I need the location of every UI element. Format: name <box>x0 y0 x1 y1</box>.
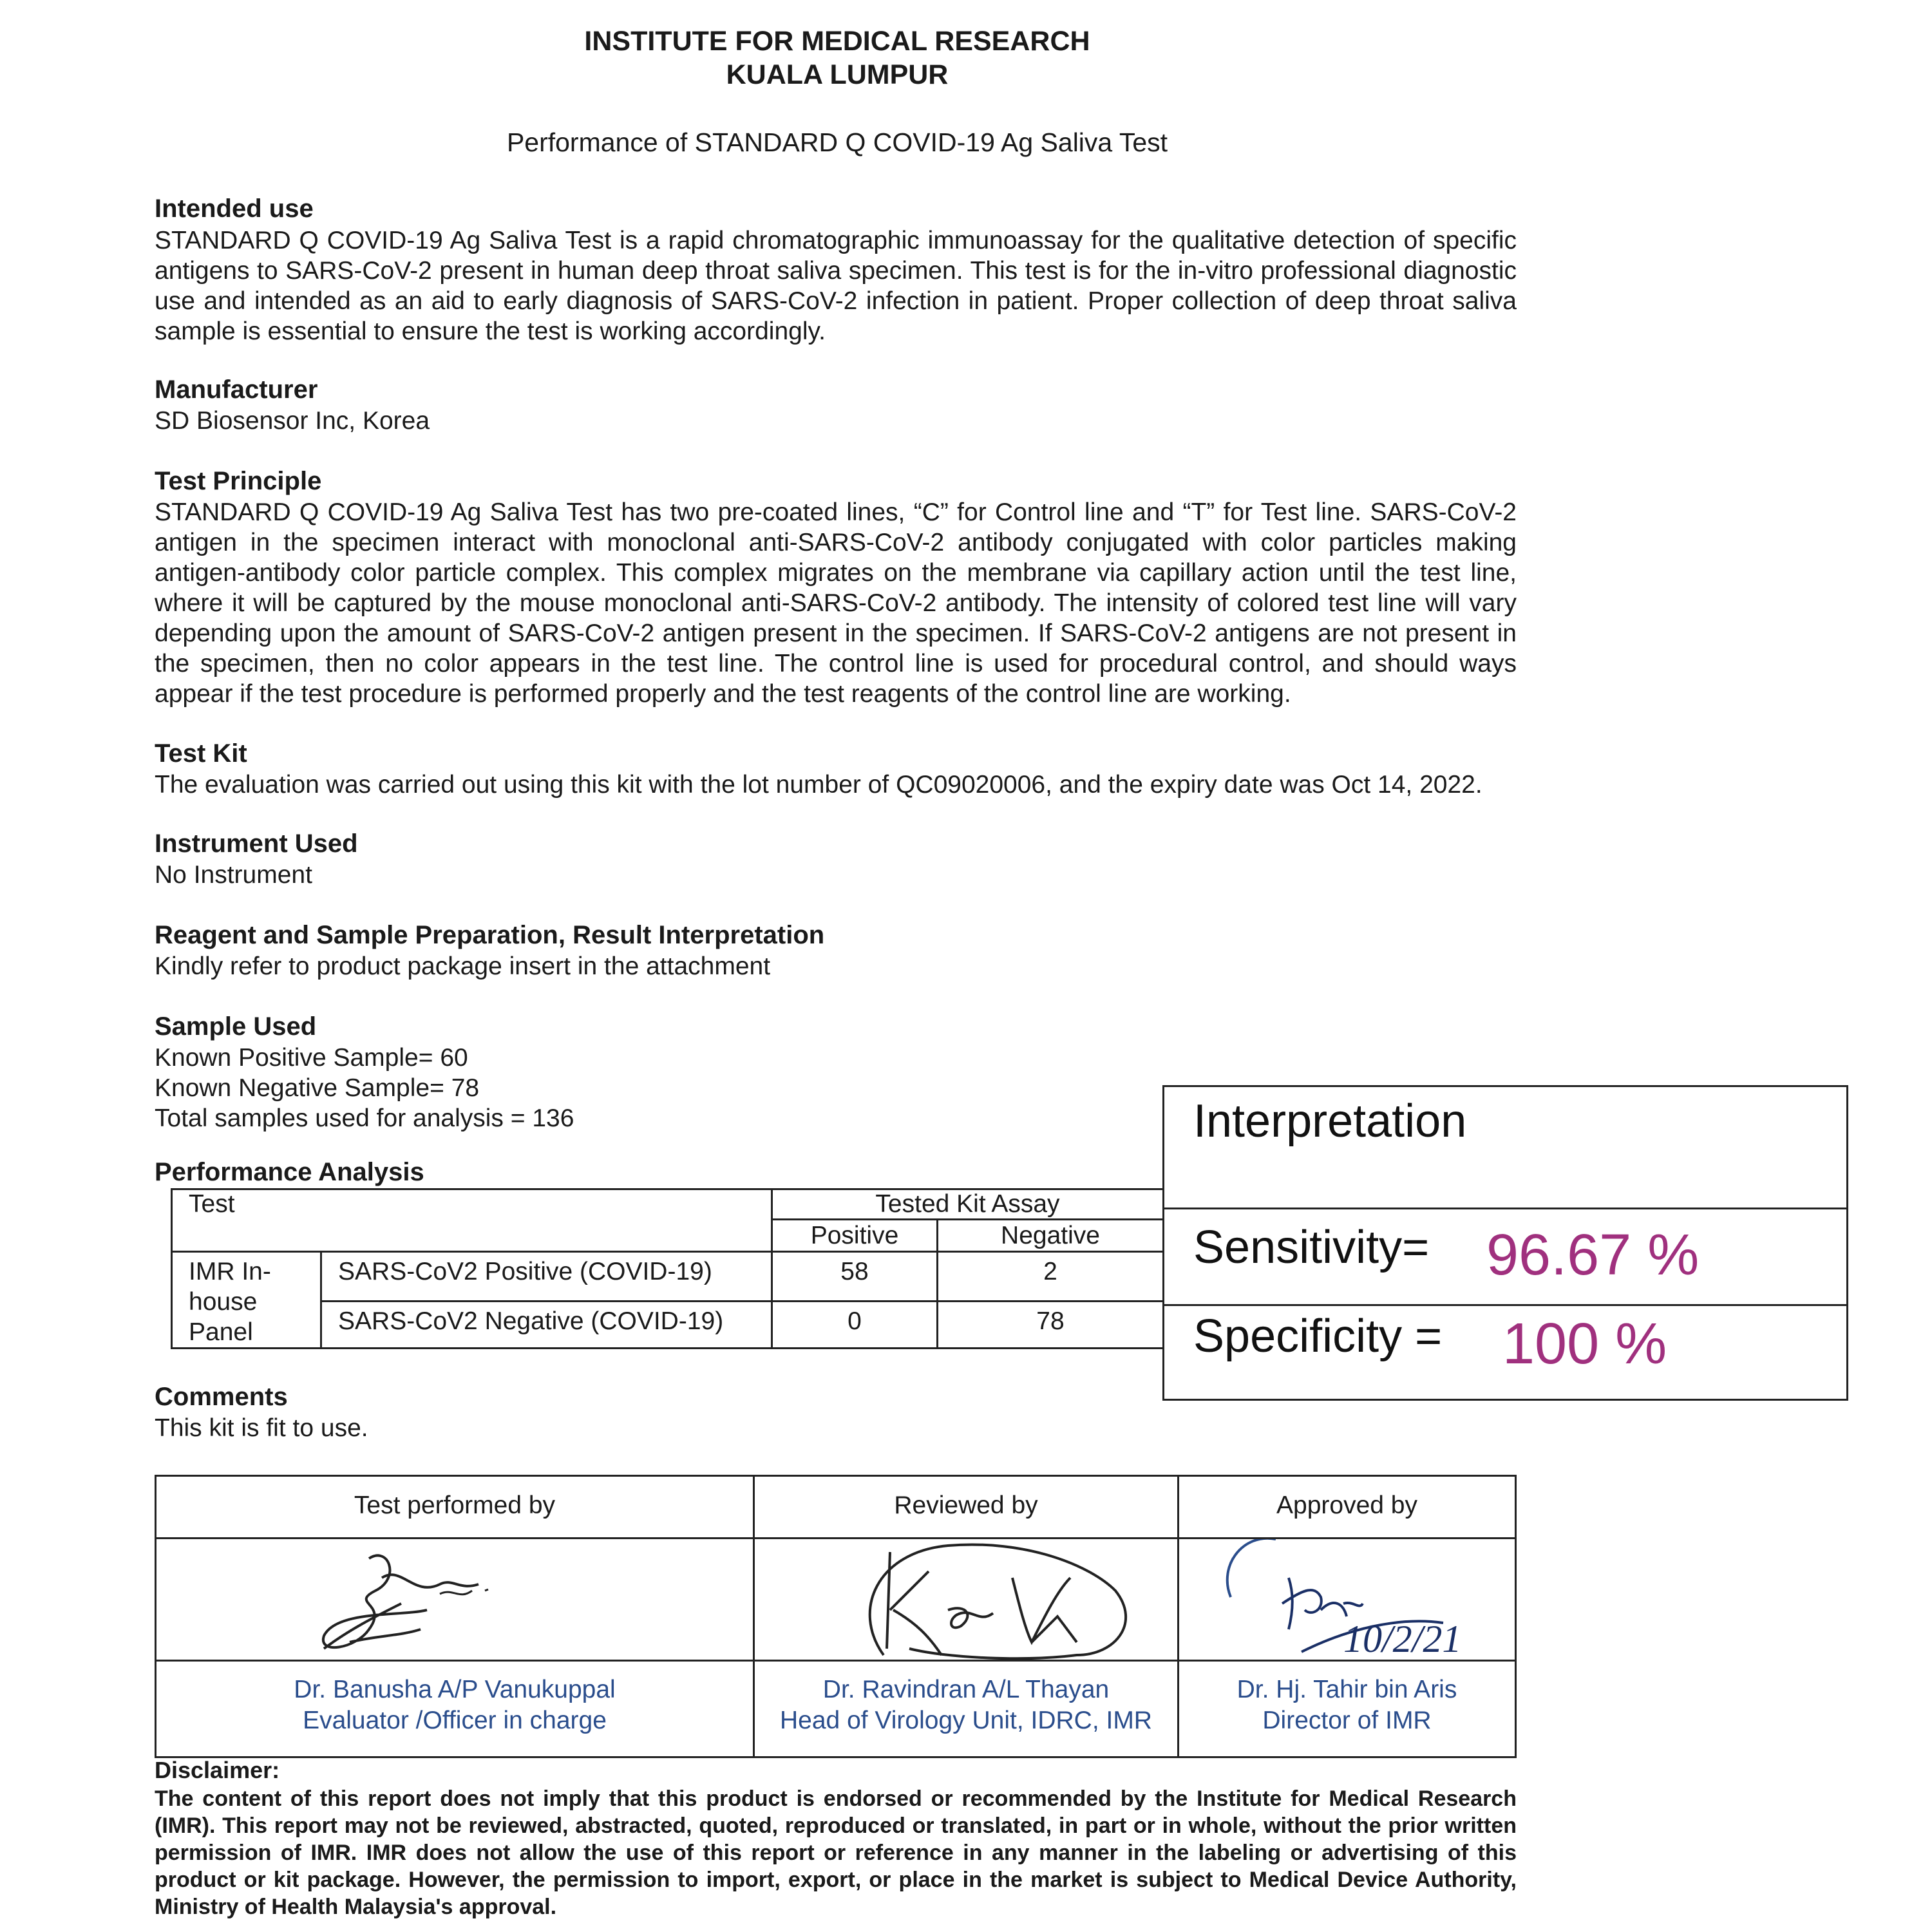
performance-table <box>171 1188 1162 1349</box>
positive-col-header: Positive <box>771 1218 938 1253</box>
reagent-heading: Reagent and Sample Preparation, Result Interpretation <box>155 921 825 949</box>
approved-signature-cell <box>1177 1537 1517 1662</box>
assay-col-header: Tested Kit Assay <box>771 1188 1162 1220</box>
reviewed-signature-cell <box>753 1537 1179 1662</box>
performance-heading: Performance Analysis <box>155 1158 424 1186</box>
negative-col-header: Negative <box>936 1218 1162 1253</box>
reviewed-by-header: Reviewed by <box>753 1475 1179 1539</box>
manufacturer-text: SD Biosensor Inc, Korea <box>155 407 430 435</box>
row-positive-neg: 2 <box>936 1251 1162 1302</box>
disclaimer-text: The content of this report does not imply that this product is endorsed or recommended by the Institute for Medical Research (IMR). This report may not be reviewed, abstracted, quoted, reproduced or translated, in part or in whole, without the prior written permission of IMR. IMR does not allow the use of this report or reference in any manner in the labeling or advertising of this product or kit package. However, the permission to import, export, or place in the market is subject to Medical Device Authority, Ministry of Health Malaysia's approval. <box>155 1786 1517 1919</box>
approved-name: Dr. Hj. Tahir bin Aris <box>1236 1676 1457 1703</box>
test-kit-text: The evaluation was carried out using this kit with the lot number of QC09020006, and the expiry date was Oct 14, 2022. <box>155 771 1482 799</box>
reviewed-title: Head of Virology Unit, IDRC, IMR <box>780 1707 1152 1734</box>
reviewed-name: Dr. Ravindran A/L Thayan <box>822 1676 1110 1703</box>
reagent-text: Kindly refer to product package insert in the attachment <box>155 952 771 980</box>
reviewed-signature <box>755 1539 1177 1660</box>
performed-signature-cell <box>155 1537 755 1662</box>
specificity-label: Specificity = <box>1193 1311 1443 1362</box>
specificity-value: 100 % <box>1502 1312 1667 1376</box>
row-negative-label: SARS-CoV2 Negative (COVID-19) <box>320 1300 773 1349</box>
signature-table <box>155 1475 1517 1758</box>
manufacturer-heading: Manufacturer <box>155 375 318 404</box>
sensitivity-value: 96.67 % <box>1486 1223 1700 1287</box>
test-col-header: Test <box>189 1190 235 1218</box>
sample-total: Total samples used for analysis = 136 <box>155 1104 574 1132</box>
row-positive-label: SARS-CoV2 Positive (COVID-19) <box>320 1251 773 1302</box>
performed-name: Dr. Banusha A/P Vanukuppal <box>294 1676 616 1703</box>
panel-label: IMR In-house Panel <box>171 1251 322 1349</box>
instrument-text: No Instrument <box>155 861 312 889</box>
approved-date: 10/2/21 <box>1343 1618 1462 1660</box>
sample-positive: Known Positive Sample= 60 <box>155 1044 468 1072</box>
test-principle-text: STANDARD Q COVID-19 Ag Saliva Test has two pre-coated lines, “C” for Control line and “T” for Test line. SARS-CoV-2 antigen in the specimen interact with monoclonal anti-SARS-CoV-2 antibody conjugated with color particles making antigen-antibody color particle complex. This complex migrates on the membrane via capillary action until the test line, where it will be captured by the mouse monoclonal anti-SARS-CoV-2 antibody. The intensity of colored test line will vary depending upon the amount of SARS-CoV-2 antigen present in the specimen. If SARS-CoV-2 antigens are not present in the specimen, then no color appears in the test line. The control line is used for procedural control, and should ways appear if the test procedure is performed properly and the test reagents of the control line are working. <box>155 498 1517 708</box>
row-positive-pos: 58 <box>771 1251 938 1302</box>
approved-title: Director of IMR <box>1262 1707 1432 1734</box>
intended-use-text: STANDARD Q COVID-19 Ag Saliva Test is a rapid chromatographic immunoassay for the qualitative detection of specific antigens to SARS-CoV-2 present in human deep throat saliva specimen. This test is for the in-vitro professional diagnostic use and intended as an aid to early diagnosis of SARS-CoV-2 infection in patient. Proper collection of deep throat saliva sample is essential to ensure the test is working accordingly. <box>155 227 1517 345</box>
sensitivity-label: Sensitivity= <box>1193 1222 1430 1273</box>
comments-heading: Comments <box>155 1383 288 1411</box>
approved-by-header: Approved by <box>1177 1475 1517 1539</box>
performed-title: Evaluator /Officer in charge <box>303 1707 607 1734</box>
performed-signature <box>156 1539 753 1660</box>
performed-signatory <box>155 1660 755 1758</box>
row-negative-pos: 0 <box>771 1300 938 1349</box>
test-kit-heading: Test Kit <box>155 739 247 768</box>
row-negative-neg: 78 <box>936 1300 1162 1349</box>
institute-name: INSTITUTE FOR MEDICAL RESEARCH <box>584 26 1090 57</box>
approved-signature <box>1179 1539 1515 1660</box>
sample-negative: Known Negative Sample= 78 <box>155 1074 480 1102</box>
performed-by-header: Test performed by <box>155 1475 755 1539</box>
interpretation-box <box>1162 1085 1848 1401</box>
report-title: Performance of STANDARD Q COVID-19 Ag Saliva Test <box>506 128 1168 157</box>
institute-city: KUALA LUMPUR <box>726 59 949 90</box>
comments-text: This kit is fit to use. <box>155 1414 368 1442</box>
sample-heading: Sample Used <box>155 1012 317 1041</box>
disclaimer-heading: Disclaimer: <box>155 1757 280 1783</box>
test-principle-heading: Test Principle <box>155 467 322 495</box>
intended-use-heading: Intended use <box>155 194 314 223</box>
interpretation-title: Interpretation <box>1193 1095 1467 1147</box>
reviewed-signatory <box>753 1660 1179 1758</box>
instrument-heading: Instrument Used <box>155 829 358 858</box>
approved-signatory <box>1177 1660 1517 1758</box>
